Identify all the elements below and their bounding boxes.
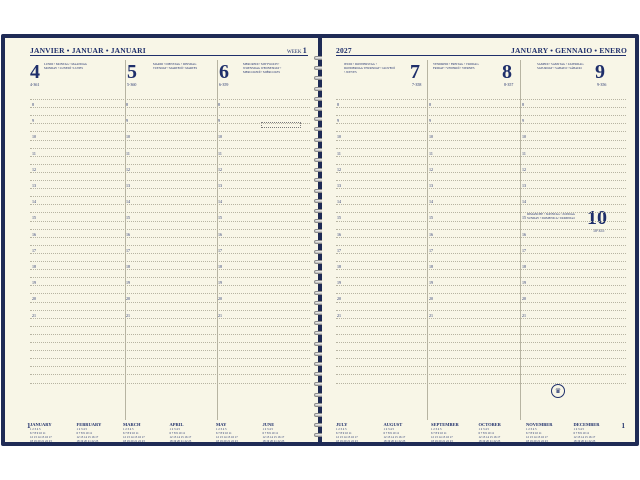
day-number: 4 <box>30 61 40 83</box>
mini-calendar-row: 6 7 8 9 10 11 <box>216 431 232 435</box>
mini-calendar-row: 24 25 26 27 28 29 <box>123 443 145 447</box>
hour-label: 16 <box>429 231 433 237</box>
right-header-rule <box>336 55 626 56</box>
right-page <box>322 38 635 447</box>
mini-calendar-row: 6 7 8 9 10 11 <box>30 431 46 435</box>
hour-label: 8 <box>126 102 128 107</box>
hour-label: 20 <box>126 296 130 302</box>
hour-label: 11 <box>337 150 341 156</box>
day-of-year: 8-357 <box>504 82 514 87</box>
writing-line <box>336 115 626 116</box>
hour-label: 11 <box>522 150 526 156</box>
mini-calendar-row: 18 19 20 21 22 23 <box>216 439 238 443</box>
writing-line <box>336 140 626 141</box>
mini-calendar-row: 18 19 20 21 22 23 <box>169 439 192 443</box>
writing-line <box>30 164 310 165</box>
day-block-tuesday <box>125 58 215 138</box>
mini-calendar-row: 12 13 14 15 16 17 <box>30 435 52 439</box>
hour-label: 15 <box>32 215 36 221</box>
mini-calendar-row: 1 2 3 4 5 <box>383 427 394 431</box>
hour-label: 19 <box>522 280 526 286</box>
mini-calendar-row: 1 2 3 4 5 <box>216 427 227 431</box>
hour-label: 10 <box>32 134 36 140</box>
mini-calendar-row: 18 19 20 21 22 23 <box>526 439 548 443</box>
hour-label: 21 <box>522 312 526 318</box>
hour-label: 10 <box>126 134 130 140</box>
mini-calendar-row: 1 2 3 4 5 <box>573 427 584 431</box>
writing-line <box>336 237 626 238</box>
writing-line <box>30 229 310 230</box>
mini-calendar-name: JANUARY <box>30 422 52 427</box>
day-number: 5 <box>127 61 137 83</box>
mini-calendar-row: 6 7 8 9 10 11 <box>573 431 590 435</box>
mini-calendar-month <box>216 422 260 447</box>
hour-label: 19 <box>32 280 36 286</box>
mini-calendar-name: APRIL <box>169 422 184 427</box>
day-number: 6 <box>219 61 229 83</box>
writing-line <box>30 180 310 181</box>
day-block-monday <box>30 58 120 138</box>
mini-calendar-row: 18 19 20 21 22 23 <box>478 439 501 443</box>
right-page-number: 1 <box>621 422 625 430</box>
hour-label: 14 <box>218 199 222 205</box>
hour-label: 9 <box>126 118 128 124</box>
writing-line <box>30 131 310 132</box>
day-number: 9 <box>595 61 605 83</box>
mini-calendar-name: AUGUST <box>383 422 403 427</box>
mini-calendar-name: NOVEMBER <box>526 422 553 427</box>
mini-calendar-row: 18 19 20 21 22 23 <box>123 439 145 443</box>
hour-label: 19 <box>126 280 130 286</box>
mini-calendar-row: 12 13 14 15 16 17 <box>169 435 192 439</box>
hour-label: 16 <box>522 231 526 237</box>
mini-calendar-row: 1 2 3 4 5 <box>478 427 489 431</box>
hour-label: 21 <box>126 312 130 318</box>
hour-label: 14 <box>522 199 526 205</box>
day-of-year: 5-360 <box>127 82 137 87</box>
hour-label: 10 <box>337 134 341 140</box>
hour-label: 12 <box>32 166 36 172</box>
mini-calendar-row: 12 13 14 15 16 17 <box>431 435 453 439</box>
mini-calendar-row: 12 13 14 15 16 17 <box>76 435 99 439</box>
mini-calendar-row: 24 25 26 27 28 <box>169 443 188 447</box>
hour-label: 15 <box>126 215 130 221</box>
mini-calendar-month <box>263 422 307 447</box>
hour-label: 12 <box>429 166 433 172</box>
hour-label: 11 <box>218 150 222 156</box>
mini-calendar-month <box>526 422 570 447</box>
hour-label: 16 <box>337 231 341 237</box>
mini-calendar-row: 1 2 3 4 5 <box>336 427 347 431</box>
mini-calendar-row: 18 19 20 21 22 23 <box>431 439 453 443</box>
writing-line <box>336 334 626 335</box>
mini-calendar-row: 6 7 8 9 10 11 <box>169 431 186 435</box>
writing-line <box>30 318 310 319</box>
hour-label: 18 <box>126 264 130 269</box>
day-names: MERCREDI • MITTWOCH • WOENSDAG WEDNESDAY • MERCOLEDÌ • MIÉRCOLES <box>243 62 282 74</box>
writing-line <box>30 115 310 116</box>
mini-calendar-row: 6 7 8 9 10 11 <box>76 431 93 435</box>
writing-line <box>30 188 310 189</box>
hour-label: 18 <box>522 264 526 269</box>
mini-calendar-row: 12 13 14 15 16 17 <box>336 435 358 439</box>
mini-calendar-month <box>336 422 380 447</box>
writing-line <box>336 285 626 286</box>
mini-calendar-row: 24 25 26 27 28 <box>431 443 449 447</box>
writing-line <box>30 237 310 238</box>
hour-label: 13 <box>337 183 341 188</box>
hour-label: 12 <box>337 166 341 172</box>
mini-calendar-row: 24 25 26 27 28 <box>526 443 544 447</box>
year-label: 2027 <box>336 46 352 55</box>
week-label: WEEK 1 <box>287 46 307 55</box>
mini-calendar-row: 1 2 3 4 5 <box>431 427 442 431</box>
mini-calendar-name: JUNE <box>262 422 275 427</box>
hour-label: 17 <box>126 247 130 253</box>
mini-calendar-row: 12 13 14 15 16 17 <box>383 435 406 439</box>
hour-label: 12 <box>126 166 130 172</box>
mini-calendar-month <box>30 422 74 447</box>
hour-label: 13 <box>522 183 526 188</box>
hour-label: 14 <box>126 199 130 205</box>
hour-label: 10 <box>218 134 222 140</box>
writing-line <box>336 180 626 181</box>
day-block-thursday <box>336 58 426 138</box>
mini-calendar-row: 12 13 14 15 16 17 <box>478 435 501 439</box>
day-number: 7 <box>410 61 420 83</box>
writing-line <box>30 374 310 375</box>
writing-line <box>336 366 626 367</box>
hour-label: 18 <box>429 264 433 269</box>
writing-line <box>30 107 310 108</box>
mini-calendar-month <box>384 422 428 447</box>
hour-label: 12 <box>522 166 526 172</box>
hour-label: 9 <box>522 118 524 124</box>
mini-calendar-month <box>77 422 121 447</box>
writing-line <box>336 188 626 189</box>
mini-calendar-row: 24 25 26 27 28 29 <box>383 443 406 447</box>
writing-line <box>336 99 626 100</box>
mini-calendar-row: 1 2 3 4 5 <box>169 427 180 431</box>
writing-line <box>30 342 310 343</box>
writing-line <box>30 221 310 222</box>
left-header-rule <box>30 55 308 56</box>
hour-label: 10 <box>429 134 433 140</box>
writing-line <box>30 326 310 327</box>
day-names: JEUDI • DONNERSTAG • DONDERDAG THURSDAY • GIOVEDÌ • JUEVES <box>344 62 395 74</box>
hour-label: 19 <box>429 280 433 286</box>
mini-calendar-row: 6 7 8 9 10 11 <box>478 431 495 435</box>
hour-label: 21 <box>337 312 341 318</box>
hour-label: 16 <box>218 231 222 237</box>
hour-label: 8 <box>522 102 524 107</box>
hour-label: 11 <box>32 150 36 156</box>
hour-label: 17 <box>429 247 433 253</box>
writing-line <box>336 212 626 213</box>
hour-label: 9 <box>429 118 431 124</box>
hour-label: 13 <box>32 183 36 188</box>
writing-line <box>336 326 626 327</box>
day-of-year: 6-359 <box>219 82 229 87</box>
mini-calendar-row: 18 19 20 21 22 23 <box>383 439 406 443</box>
mini-calendar-name: MAY <box>216 422 227 427</box>
hour-label: 21 <box>218 312 222 318</box>
hour-label: 9 <box>218 118 220 124</box>
writing-line <box>30 261 310 262</box>
hour-label: 15 <box>337 215 341 221</box>
mini-calendar-row: 1 2 3 4 5 <box>123 427 134 431</box>
day-of-year: 9-356 <box>597 82 607 87</box>
hour-label: 8 <box>218 102 220 107</box>
hour-label: 17 <box>337 247 341 253</box>
hour-label: 14 <box>32 199 36 205</box>
writing-line <box>336 131 626 132</box>
writing-line <box>30 334 310 335</box>
mini-calendar-row: 6 7 8 9 10 11 <box>383 431 400 435</box>
mini-calendar-row: 1 2 3 4 5 <box>262 427 273 431</box>
hour-label: 14 <box>337 199 341 205</box>
writing-line <box>30 383 310 384</box>
writing-line <box>336 156 626 157</box>
hour-label: 16 <box>126 231 130 237</box>
writing-line <box>30 140 310 141</box>
day-names: DIMANCHE • SONNTAG • ZONDAG SUNDAY • DOMENICA • DOMINGO <box>527 212 576 220</box>
writing-line <box>30 366 310 367</box>
writing-line <box>336 164 626 165</box>
mini-calendar-name: JULY <box>336 422 348 427</box>
mini-calendar-month <box>479 422 523 447</box>
day-number: 10 <box>587 207 607 229</box>
writing-line <box>336 293 626 294</box>
mini-calendar-row: 24 25 26 27 28 29 <box>478 443 501 447</box>
writing-line <box>336 277 626 278</box>
hour-label: 19 <box>218 280 222 286</box>
writing-line <box>336 123 626 124</box>
hour-label: 14 <box>429 199 433 205</box>
hour-label: 20 <box>429 296 433 302</box>
mini-calendar-row: 6 7 8 9 10 11 <box>123 431 139 435</box>
hour-label: 20 <box>522 296 526 302</box>
hour-label: 17 <box>218 247 222 253</box>
hour-label: 20 <box>218 296 222 302</box>
left-page-number: 1 <box>27 422 31 430</box>
writing-line <box>30 212 310 213</box>
mini-calendar-name: SEPTEMBER <box>431 422 459 427</box>
writing-line <box>336 383 626 384</box>
hour-label: 9 <box>337 118 339 124</box>
right-month-header: JANUARY • GENNAIO • ENERO <box>511 46 627 55</box>
mini-calendar-row: 24 25 26 27 28 <box>262 443 281 447</box>
hour-label: 9 <box>32 118 34 124</box>
writing-line <box>336 204 626 205</box>
mini-calendar-row: 18 19 20 21 22 23 <box>336 439 358 443</box>
hour-label: 18 <box>32 264 36 269</box>
writing-line <box>336 229 626 230</box>
mini-calendar-row: 6 7 8 9 10 11 <box>526 431 542 435</box>
day-number: 8 <box>502 61 512 83</box>
hour-label: 13 <box>218 183 222 188</box>
mini-calendar-row: 24 25 26 27 28 <box>76 443 95 447</box>
hour-label: 19 <box>337 280 341 286</box>
hour-label: 18 <box>337 264 341 269</box>
day-block-friday <box>428 58 518 138</box>
mini-calendar-name: DECEMBER <box>573 422 600 427</box>
hour-label: 17 <box>522 247 526 253</box>
mini-calendar-month <box>170 422 214 447</box>
writing-line <box>336 318 626 319</box>
hour-label: 16 <box>32 231 36 237</box>
mini-calendar-row: 18 19 20 21 22 23 <box>262 439 285 443</box>
writing-line <box>30 269 310 270</box>
writing-line <box>30 148 310 149</box>
hour-label: 11 <box>429 150 433 156</box>
mini-calendar-name: MARCH <box>123 422 141 427</box>
mini-calendar-row: 12 13 14 15 16 17 <box>526 435 548 439</box>
day-of-year: 7-358 <box>412 82 422 87</box>
writing-line <box>336 148 626 149</box>
hour-label: 20 <box>337 296 341 302</box>
writing-line <box>30 277 310 278</box>
writing-line <box>336 107 626 108</box>
writing-line <box>30 245 310 246</box>
hour-label: 15 <box>218 215 222 221</box>
mini-calendar-month <box>123 422 167 447</box>
hour-label: 15 <box>522 215 526 221</box>
mini-calendar-row: 18 19 20 21 22 23 <box>76 439 99 443</box>
day-names: MARDI • DIENSTAG • DINSDAG TUESDAY • MARTEDÌ • MARTES <box>153 62 198 70</box>
day-of-year: 4-361 <box>30 82 40 87</box>
writing-line <box>30 196 310 197</box>
mini-calendar-row: 6 7 8 9 10 11 <box>431 431 447 435</box>
writing-line <box>30 310 310 311</box>
hour-label: 10 <box>522 134 526 140</box>
mini-calendar-row: 1 2 3 4 5 <box>76 427 87 431</box>
writing-line <box>30 156 310 157</box>
day-of-year: 10-355 <box>593 228 605 233</box>
writing-line <box>30 253 310 254</box>
writing-line <box>336 196 626 197</box>
mini-calendar-row: 24 25 26 27 28 <box>336 443 354 447</box>
mini-calendar-row: 12 13 14 15 16 17 <box>573 435 596 439</box>
mini-calendar-row: 12 13 14 15 16 17 <box>262 435 285 439</box>
day-names: LUNDI • MONTAG • MAANDAG MONDAY • LUNEDÌ • LUNES <box>44 62 88 70</box>
writing-line <box>30 358 310 359</box>
writing-line <box>336 261 626 262</box>
writing-line <box>30 99 310 100</box>
mini-calendar-row: 1 2 3 4 5 <box>526 427 537 431</box>
writing-line <box>336 374 626 375</box>
left-month-header: JANVIER • JANUAR • JANUARI <box>30 46 146 55</box>
day-block-saturday <box>521 58 611 138</box>
mini-calendar-month <box>574 422 618 447</box>
writing-line <box>30 293 310 294</box>
hour-label: 8 <box>337 102 339 107</box>
mini-calendar-row: 24 25 26 27 28 29 <box>30 443 52 447</box>
writing-line <box>30 172 310 173</box>
writing-line <box>336 302 626 303</box>
hour-label: 8 <box>32 102 34 107</box>
mini-calendar-row: 6 7 8 9 10 11 <box>262 431 279 435</box>
writing-line <box>336 310 626 311</box>
hour-label: 13 <box>429 183 433 188</box>
writing-line <box>336 358 626 359</box>
mini-calendar-month <box>431 422 475 447</box>
writing-line <box>336 253 626 254</box>
writing-line <box>336 172 626 173</box>
mini-calendar-row: 24 25 26 27 28 29 <box>216 443 238 447</box>
mini-calendar-row: 12 13 14 15 16 17 <box>123 435 145 439</box>
day-names: SAMEDI • SAMSTAG • ZATERDAG SATURDAY • SABATO • SÁBADO <box>537 62 584 70</box>
left-page <box>5 38 318 447</box>
hour-label: 15 <box>429 215 433 221</box>
hour-label: 12 <box>218 166 222 172</box>
mini-calendar-row: 1 2 3 4 5 <box>30 427 41 431</box>
mini-calendar-row: 18 19 20 21 22 23 <box>573 439 596 443</box>
hour-label: 11 <box>126 150 130 156</box>
hour-label: 8 <box>429 102 431 107</box>
hour-label: 13 <box>126 183 130 188</box>
hour-label: 17 <box>32 247 36 253</box>
writing-line <box>336 350 626 351</box>
writing-line <box>30 204 310 205</box>
hour-label: 18 <box>218 264 222 269</box>
mini-calendar-name: FEBRUARY <box>76 422 102 427</box>
writing-line <box>30 302 310 303</box>
writing-line <box>30 123 310 124</box>
mini-calendar-name: OCTOBER <box>478 422 501 427</box>
writing-line <box>336 269 626 270</box>
writing-line <box>336 221 626 222</box>
hour-label: 21 <box>32 312 36 318</box>
mini-calendar-row: 18 19 20 21 22 23 <box>30 439 52 443</box>
writing-line <box>336 245 626 246</box>
day-names: VENDREDI • FREITAG • VRIJDAG FRIDAY • VENERDÌ • VIERNES <box>433 62 479 70</box>
writing-line <box>30 285 310 286</box>
writing-line <box>336 342 626 343</box>
mini-calendar-row: 6 7 8 9 10 11 <box>336 431 352 435</box>
mini-calendar-row: 12 13 14 15 16 17 <box>216 435 238 439</box>
hour-label: 21 <box>429 312 433 318</box>
writing-line <box>30 350 310 351</box>
mini-calendar-row: 24 25 26 27 28 29 <box>573 443 596 447</box>
hour-label: 20 <box>32 296 36 302</box>
crown-logo-icon: ♛ <box>551 384 565 398</box>
